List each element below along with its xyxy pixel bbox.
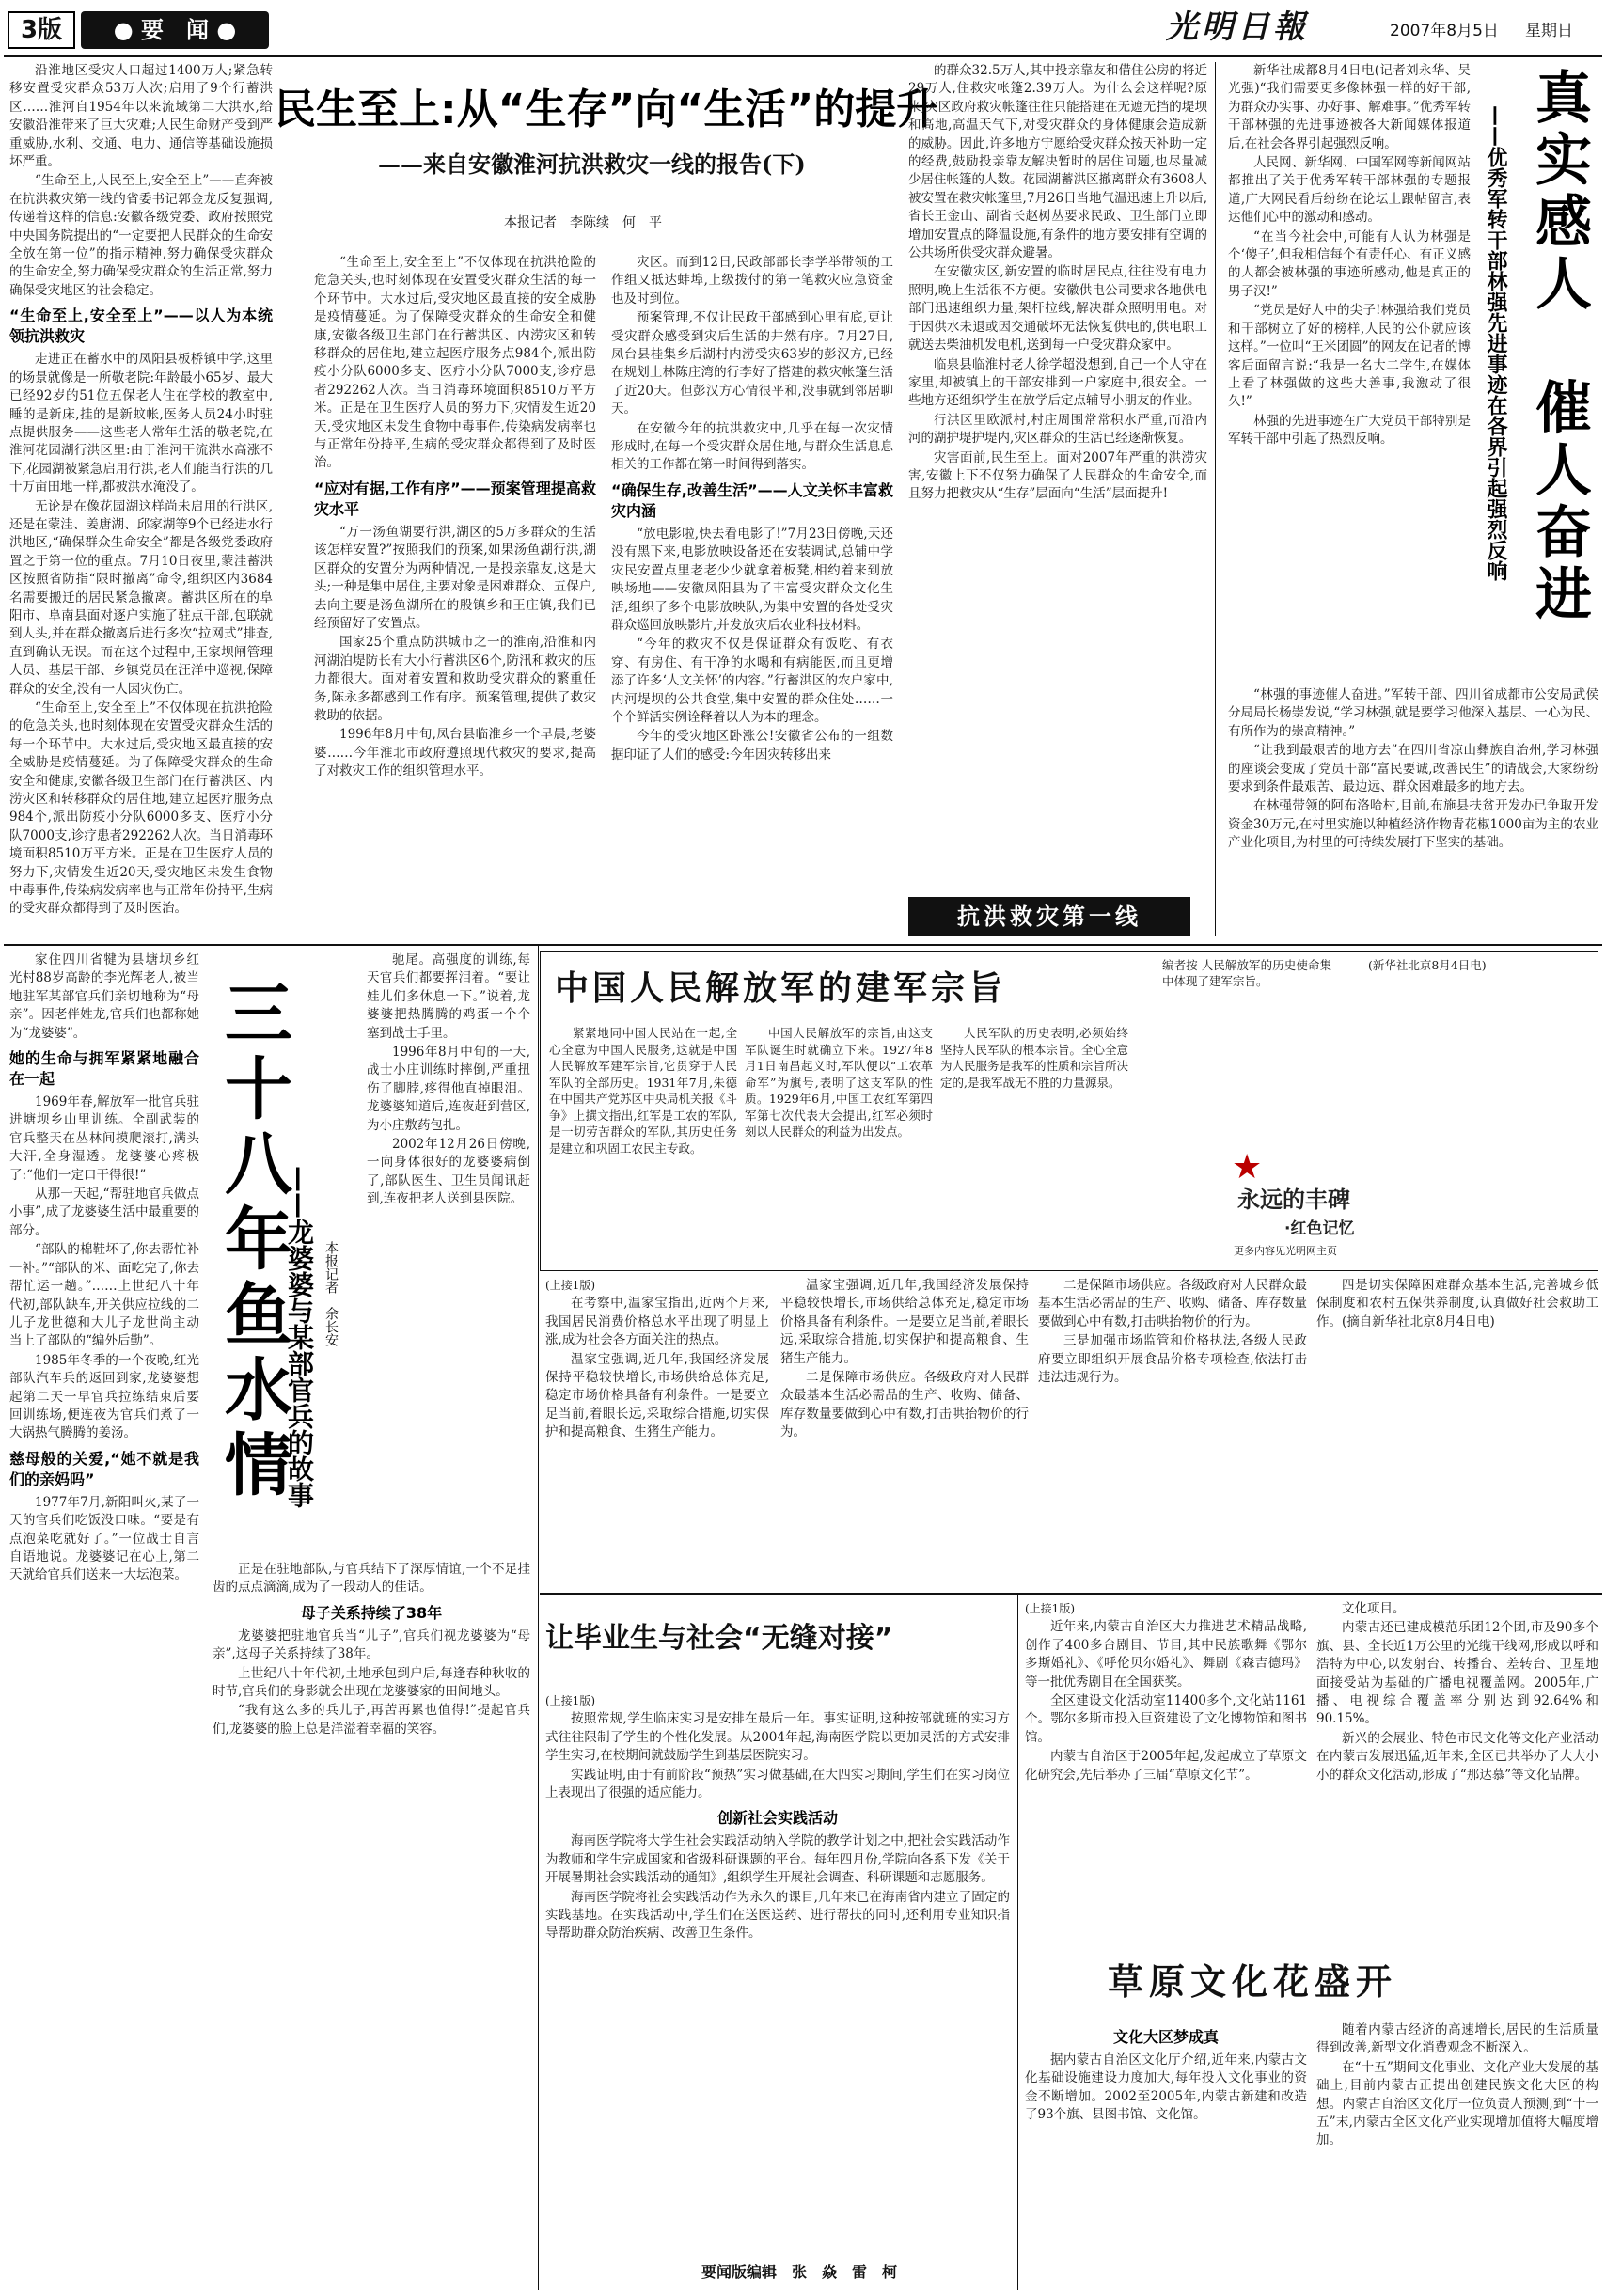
paragraph: “生命至上,人民至上,安全至上”——直奔被在抗洪救灾第一线的省委书记郭金龙反复强调,传递着这样的信息:安徽各级党委、政府按照党中央国务院提出的“一定要把人民群众的生命安全放在第一位”的指示精神,努力确保受灾群众的生命安全,努力确保受灾群众的生活正常,努力确保受灾地区的社会稳定。 (9, 173, 273, 298)
mid-story-col2 (780, 1277, 1029, 1587)
continuation-label: (上接1版) (1025, 1602, 1075, 1615)
story38-col1 (9, 951, 199, 2287)
flood-relief-label: 抗洪救灾第一线 (908, 897, 1190, 936)
paragraph: 温家宝强调,近几年,我国经济发展保持平稳较快增长,市场供给总体充足,稳定市场价格具备有利条件。一是要立足当前,着眼长远,采取综合措施,切实保护和提高粮食、生猪生产能力。 (780, 1278, 1029, 1366)
grad-story-title: 让毕业生与社会“无缝对接” (545, 1622, 893, 1655)
subheading: 文化大区梦成真 (1112, 2028, 1219, 2046)
paragraph: 实践证明,由于有前阶段“预热”实习做基础,在大四实习期间,学生们在实习岗位上表现出了很强的适应能力。 (545, 1767, 1010, 1801)
paragraph: 在林强带领的阿布洛哈村,目前,布施县扶贫开发办已争取开发资金30万元,在村里实施以种植经济作物青花椒1000亩为主的农业产业化项目,为村里的可持续发展打下坚实的基础。 (1228, 798, 1598, 851)
paragraph: 灾害面前,民生至上。面对2007年严重的洪涝灾害,安徽上下不仅努力确保了人民群众的生命安全,而且努力把救灾从“生存”层面向“生活”层面提升! (908, 449, 1207, 502)
top-story-col1a (9, 62, 273, 1002)
paragraph: “林强的事迹催人奋进。”军转干部、四川省成都市公安局武侯分局局长杨崇发说,“学习林强,就是要学习他深入基层、一心为民、有所作为的崇高精神。” (1228, 687, 1598, 739)
section-title: 要 闻 (141, 17, 209, 43)
paragraph: 灾区。而到12日,民政部部长李学举带领的工作组又抵达蚌埠,上级拨付的第一笔救灾应急资金也及时到位。 (611, 255, 893, 307)
paragraph: 温家宝强调,近几年,我国经济发展保持平稳较快增长,市场供给总体充足,稳定市场价格具备有利条件。一是要立足当前,着眼长远,采取综合措施,切实保护和提高粮食、生猪生产能力。 (545, 1351, 769, 1440)
issue-date: 2007年8月5日 (1390, 22, 1499, 40)
paragraph: 新华社成都8月4日电(记者刘永华、吴光强)“我们需要更多像林强一样的好干部,为群众办实事、办好事、解难事。”优秀军转干部林强的先进事迹被各大新闻媒体报道后,在社会各界引起强烈反响。 (1228, 63, 1471, 151)
paragraph: 1996年8月中旬的一天,战士小庄训练时摔倒,严重扭伤了脚脖,疼得他直掉眼泪。龙婆婆知道后,连夜赶到营区,为小庄敷药包扎。 (367, 1045, 530, 1133)
subheading: “确保生存,改善生活”——人文关怀丰富救灾内涵 (611, 480, 893, 520)
subheading: “应对有据,工作有序”——预案管理提高救灾水平 (314, 479, 596, 518)
paragraph: “今年的救灾不仅是保证群众有饭吃、有衣穿、有房住、有干净的水喝和有病能医,而且更增添了许多‘人文关怀’的内容。”行蓄洪区的农户家中,内河堤坝的公共食堂,集中安置的群众住处……一个个鲜活实例诠释着以人为本的理念。 (611, 637, 893, 725)
paragraph: 在安徽今年的抗洪救灾中,几乎在每一次灾情形成时,在每一个受灾群众居住地,与群众生活息息相关的工作都在第一时间得到落实。 (611, 420, 893, 473)
paragraph: 无论是在像花园湖这样尚未启用的行洪区,还是在蒙洼、姜唐湖、邱家湖等9个已经进水行洪地区,“确保群众生命安全”都是各级党委政府置之于第一位的重点。7月10日夜里,蒙洼蓄洪区按照省防指“限时撤离”命令,组织区内3684名需要搬迁的居民紧急撤离。蓄洪区所在的阜阳市、阜南县面对逐户实施了驻点干部,包联就到人头,并在群众撤离后进行多次“拉网式”排查,直到确认无误。而在这个过程中,王家坝闸管理人员、基层干部、乡镇党员在汪洋中巡视,保障群众的安全,没有一人因灾伤亡。 (9, 498, 273, 697)
paragraph: 从那一天起,“帮驻地官兵做点小事”,成了龙婆婆生活中最重要的部分。 (9, 1187, 199, 1238)
paragraph: 人民军队的历史表明,必须始终坚持人民军队的根本宗旨。全心全意为人民服务是我军的性质和宗旨所决定的,是我军战无不胜的力量源泉。 (940, 1026, 1128, 1090)
paragraph: 海南医学院将社会实践活动作为永久的课目,几年来已在海南省内建立了固定的实践基地。在实践活动中,学生们在送医送药、进行帮扶的同时,还利用专业知识指导帮助群众防治疾病、改善卫生条件。 (545, 1889, 1010, 1942)
grass-story-col1 (1025, 1600, 1307, 1976)
column-rule (538, 946, 539, 2290)
badge-title: 永远的丰碑 (1237, 1187, 1350, 1213)
paragraph: 上世纪八十年代初,土地承包到户后,每逢春种秋收的时节,官兵们的身影就会出现在龙婆婆家的田间地头。 (213, 1665, 530, 1700)
paragraph: 随着内蒙古经济的高速增长,居民的生活质量得到改善,新型文化消费观念不断深入。 (1316, 2022, 1598, 2056)
paragraph: “万一汤鱼湖要行洪,湖区的5万多群众的生活该怎样安置?”按照我们的预案,如果汤鱼湖行洪,湖区群众的安置分为两种情况,一是投亲靠友,这是大头;一种是集中居住,主要对象是困难群众、五保户,去向主要是汤鱼湖所在的殷镇乡和王庄镇,我们已经预留好了安置点。 (314, 524, 596, 631)
paragraph: “我有这么多的兵儿子,再苦再累也值得!”提起官兵们,龙婆婆的脸上总是洋溢着幸福的笑容。 (213, 1703, 530, 1737)
pla-story-col1 (549, 1025, 737, 1260)
paragraph: 新兴的会展业、特色市民文化等文化产业活动在内蒙古发展迅猛,近年来,全区已共举办了大大小小的群众文化活动,形成了“那达慕”等文化品牌。 (1316, 1730, 1598, 1783)
paragraph: 预案管理,不仅让民政干部感到心里有底,更让受灾群众感受到灾后生活的井然有序。7月27日,凤台县桂集乡后湖村内涝受灾63岁的彭汉方,已经在规划上林陈庄湾的行李好了搭建的救灾帐篷生活了近20天。但彭汉方心情很平和,没事就到邻居聊天。 (611, 310, 893, 417)
masthead: 光明日報 (1166, 8, 1309, 46)
paragraph: 按照常规,学生临床实习是安排在最后一年。事实证明,这种按部就班的实习方式往往限制了学生的个性化发展。从2004年起,海南医学院以更加灵活的方式安排学生实习,在校期间就鼓励学生到基层医院实习。 (545, 1711, 1010, 1764)
paragraph: 国家25个重点防洪城市之一的淮南,沿淮和内河湖泊堤防长有大小行蓄洪区6个,防汛和救灾的压力都很大。面对着安置和救助受灾群众的繁重任务,陈永多都感到工作有序。预案管理,提供了救灾救助的依据。 (314, 635, 596, 723)
paragraph: 2002年12月26日傍晚,一向身体很好的龙婆婆病倒了,部队医生、卫生员闻讯赶到,连夜把老人送到县医院。 (367, 1137, 530, 1207)
right-story-title: 真实感人 催人奋进 (1526, 68, 1592, 626)
paragraph: 龙婆婆把驻地官兵当“儿子”,官兵们视龙婆婆为“母亲”,这母子关系持续了38年。 (213, 1628, 530, 1662)
pla-story-col3 (940, 1025, 1128, 1260)
paragraph: 四是切实保障困难群众基本生活,完善城乡低保制度和农村五保供养制度,认真做好社会救助工作。(摘自新华社北京8月4日电) (1316, 1278, 1598, 1329)
grad-story-col1 (545, 1692, 1010, 2219)
top-story-subtitle: ——来自安徽淮河抗洪救灾一线的报告(下) (378, 150, 806, 178)
section-label (81, 11, 269, 49)
pla-story-col2 (745, 1025, 933, 1260)
pla-story-intro: 编者按 人民解放军的历史使命集中体现了建军宗旨。 (1162, 958, 1331, 988)
paragraph: 沿淮地区受灾人口超过1400万人;紧急转移安置受灾群众53万人次;启用了9个行蓄洪区……淮河自1954年以来流域第二大洪水,给安徽沿淮带来了巨大灾难;人民生命财产受到严重威胁,水利、交通、电力、通信等基础设施损坏严重。 (9, 63, 273, 170)
top-story-title: 民生至上:从“生存”向“生活”的提升 (275, 86, 938, 134)
mid-story-col3 (1038, 1277, 1307, 1587)
story38-col2 (367, 951, 530, 1534)
paragraph: 内蒙古自治区于2005年起,发起成立了草原文化研究会,先后举办了三届“草原文化节”。 (1025, 1749, 1307, 1783)
story38-byline: 本报记者 余长安 (323, 1241, 339, 1346)
grass-story-col4 (1316, 2021, 1598, 2287)
paragraph: 家住四川省犍为县塘坝乡红光村88岁高龄的李光辉老人,被当地驻军某部官兵们亲切地称为“母亲”。因老伴姓龙,官兵们也都称她为“龙婆婆”。 (9, 952, 199, 1041)
page-number: 3版 (8, 11, 75, 49)
paragraph: 林强的先进事迹在广大党员干部特别是军转干部中引起了热烈反响。 (1228, 413, 1471, 448)
section-rule (4, 944, 1602, 946)
top-story-col3 (908, 62, 1207, 889)
paragraph: 在考察中,温家宝指出,近两个月来,我国居民消费价格总水平出现了明显上涨,成为社会各方面关注的热点。 (545, 1296, 769, 1348)
badge-note: 更多内容见光明网主页 (1234, 1245, 1337, 1257)
paragraph: “让我到最艰苦的地方去”在四川省凉山彝族自治州,学习林强的座谈会变成了党员干部“富民要诚,改善民生”的请战会,大家纷纷要求到条件最艰苦、最边远、群众困难最多的地方去。 (1228, 743, 1598, 795)
right-story-col-b (1228, 686, 1598, 940)
grass-story-title: 草原文化花盛开 (1108, 1961, 1398, 2003)
story38-title: 三十八年鱼水情 (213, 978, 292, 1504)
badge-subtitle: ·红色记忆 (1284, 1219, 1355, 1238)
page-header (0, 0, 1606, 55)
paragraph: 走进正在蓄水中的凤阳县板桥镇中学,这里的场景就像是一所敬老院:年龄最小65岁、最大已经92岁的51位五保老人住在学校的教室中,睡的是新床,挂的是新蚊帐,医务人员24小时驻点提供服务——这些老人常年生活的敬老院,在淮河花园湖行洪区里:由于淮河干流洪水高涨不下,花园湖被紧急启用行洪,老人们能当行洪的几十万亩田地一样,都被洪水淹没了。 (9, 352, 273, 495)
top-story-byline: 本报记者 李陈续 何 平 (504, 215, 662, 230)
top-story-col1b (314, 254, 596, 950)
section-dot-left-icon: ● (113, 17, 134, 43)
right-story-col-a (1228, 62, 1471, 683)
paragraph: 1996年8月中旬,凤台县临淮乡一个早晨,老婆婆……今年淮北市政府遵照现代救灾的要求,提高了对救灾工作的组织管理水平。 (314, 727, 596, 779)
paragraph: 人民网、新华网、中国军网等新闻网站都推出了关于优秀军转干部林强的专题报道,广大网民看后纷纷在论坛上跟帖留言,表达他们心中的激动和感动。 (1228, 155, 1471, 226)
pla-story-col4 (1345, 957, 1593, 1258)
paragraph: 据内蒙古自治区文化厅介绍,近年来,内蒙古文化基础设施建设力度加大,每年投入文化事业的资金不断增加。2002至2005年,内蒙古新建和改造了93个旗、县图书馆、文化馆。 (1025, 2052, 1307, 2123)
paragraph: 的群众32.5万人,其中投亲靠友和借住公房的将近29万人,住救灾帐篷2.39万人。为什么会这样呢?原来,灾区政府救灾帐篷往往只能搭建在无遮无挡的堤坝和高地,高温天气下,对受灾群众的身体健康会造成新的威胁。因此,许多地方宁愿给受灾群众按天补助一定的经费,鼓励投亲靠友解决暂时的居住问题,也尽量减少居住帐篷的人数。花园湖蓄洪区撤离群众有3608人被安置在救灾帐篷里,7月26日当地气温迅速上升以后,省长王金山、副省长赵树丛要求民政、卫生部门立即增加安置点的降温设施,有条件的地方要安排有空调的公共场所供受灾群众避暑。 (908, 63, 1207, 261)
paragraph: 行洪区里欧派村,村庄周围常常积水严重,而沿内河的湖护堤护堤内,灾区群众的生活已经逐渐恢复。 (908, 412, 1207, 447)
pla-story-title: 中国人民解放军的建军宗旨 (555, 969, 1007, 1008)
section-rule (540, 1593, 1602, 1595)
paragraph: “放电影啦,快去看电影了!”7月23日傍晚,天还没有黑下来,电影放映设备还在安装调试,总铺中学灾民安置点里老老少少就拿着板凳,相约着来到放映场地——安徽凤阳县为了丰富受灾群众文化生活,组织了多个电影放映队,为集中安置的各处受灾群众巡回放映影片,并发放灾后农业科技材料。 (611, 526, 893, 633)
paragraph: “党员是好人中的尖子!林强给我们党员和干部树立了好的榜样,人民的公仆就应该这样。”一位叫“王米团圆”的网友在记者的博客后面留言说:“我是一名大二学生,在媒体上看了林强做的这些大善事,我激动了很久!” (1228, 303, 1471, 410)
issue-weekday: 星期日 (1525, 22, 1573, 40)
paragraph: 三是加强市场监管和价格执法,各级人民政府要立即组织开展食品价格专项检查,依法打击违法违规行为。 (1038, 1333, 1307, 1386)
star-icon: ★ (1232, 1148, 1263, 1187)
grass-story-col2 (1316, 1600, 1598, 1948)
paragraph: 内蒙古还已建成模范乐团12个团,市及90多个旗、县、全长近1万公里的光缆干线网,形成以呼和浩特为中心,以发射台、转播台、差转台、卫星地面接受站为基础的广播电视覆盖网。2005年,广播、电视综合覆盖率分别达到92.64%和90.15%。 (1316, 1620, 1598, 1727)
subheading: 母子关系持续了38年 (300, 1603, 443, 1622)
story38-col3 (213, 1561, 530, 2285)
paragraph: 在安徽灾区,新安置的临时居民点,往往没有电力照明,晚上生活很不方便。安徽供电公司要求各地供电部门迅速组织力量,架杆拉线,解决群众照明用电。对于因供水未退或因交通破坏无法恢复供电的,供电职工就送去柴油机发电机,送到每一户受灾群众家中。 (908, 264, 1207, 354)
story38-subtitle: ——龙婆婆与某部官兵的故事 (284, 1166, 315, 1508)
paragraph: 临泉县临淮村老人徐学超没想到,自己一个人守在家里,却被镇上的干部安排到一户家庭中,很安全。一些地方还组织学生在放学后定点辅导小朋友的作业。 (908, 356, 1207, 409)
paragraph: “在当今社会中,可能有人认为林强是个‘傻子’,但我相信每个有责任心、有正义感的人都会被林强的事迹所感动,他是真正的男子汉!” (1228, 228, 1471, 299)
paragraph: “生命至上,安全至上”不仅体现在抗洪抢险的危急关头,也时刻体现在安置受灾群众生活的每一个环节中。大水过后,受灾地区最直接的安全威胁是疫情蔓延。为了保障受灾群众的生命安全和健康,安徽各级卫生部门在行蓄洪区、内涝灾区和转移群众的居住地,建立起医疗服务点984个,派出防疫小分队6000多支、医疗小分队7000支,诊疗患者292262人次。当日消毒环境面积8510万平方米。正是在卫生医疗人员的努力下,灾情发生近20天,受灾地区未发生食物中毒事件,传染病发病率也与正常年份持平,生病的受灾群众都得到了及时医治。 (9, 700, 273, 917)
paragraph: 文化项目。 (1342, 1601, 1406, 1616)
paragraph: 二是保障市场供应。各级政府对人民群众最基本生活必需品的生产、收购、储备、库存数量要做到心中有数,打击哄抬物价的行为。 (1038, 1278, 1307, 1329)
paragraph: 今年的受灾地区卧涨公!安徽省公布的一组数据印证了人们的感受:今年因灾转移出来 (611, 729, 893, 763)
section-dot-right-icon: ● (216, 17, 237, 43)
mid-story-col4 (1316, 1277, 1598, 1587)
mid-story-col1 (545, 1277, 769, 1587)
page-editor: 要闻版编辑 张 焱 雷 柯 (701, 2263, 897, 2281)
grass-story-col3 (1025, 2021, 1307, 2287)
subheading: 慈母般的关爱,“她不就是我们的亲妈吗” (9, 1449, 199, 1488)
paragraph: “生命至上,安全至上”不仅体现在抗洪抢险的危急关头,也时刻体现在安置受灾群众生活的每一个环节中。大水过后,受灾地区最直接的安全威胁是疫情蔓延。为了保障受灾群众的生命安全和健康,安徽各级卫生部门在行蓄洪区、内涝灾区和转移群众的居住地,建立起医疗服务点984个,派出防疫小分队6000多支、医疗小分队7000支,诊疗患者292262人次。当日消毒环境面积8510万平方米。正是在卫生医疗人员的努力下,灾情发生近20天,受灾地区未发生食物中毒事件,传染病发病率也与正常年份持平,生病的受灾群众都得到了及时医治。 (314, 255, 596, 471)
paragraph: “部队的棉鞋坏了,你去帮忙补一补。”“部队的米、面吃完了,你去帮忙运一趟。”……上世纪八十年代初,部队缺车,开关供应拉线的二儿子龙世德和大儿子龙世尚主动当上了部队的“编外后勤”。 (9, 1242, 199, 1349)
paragraph: 1985年冬季的一个夜晚,红光部队汽车兵的返回到家,龙婆婆想起第二天一早官兵拉练结束后要回训练场,便连夜为官兵们煮了一大锅热气腾腾的姜汤。 (9, 1352, 199, 1441)
paragraph: 正是在驻地部队,与官兵结下了深厚情谊,一个不足挂齿的点点滴滴,成为了一段动人的佳话。 (213, 1562, 530, 1596)
subheading: 创新社会实践活动 (716, 1809, 838, 1828)
paragraph: 驰尾。高强度的训练,每天官兵们都要挥泪着。“要让娃儿们多休息一下。”说着,龙婆婆把热腾腾的鸡蛋一个个塞到战士手里。 (367, 952, 530, 1041)
paragraph: 1969年春,解放军一批官兵驻进塘坝乡山里训练。全副武装的官兵整天在丛林间摸爬滚打,满头大汗,全身湿透。龙婆婆心疼极了:“他们一定口干得很!” (9, 1094, 199, 1183)
subheading: “生命至上,安全至上”——以人为本统领抗洪救灾 (9, 307, 273, 346)
paragraph: 中国人民解放军的宗旨,由这支军队诞生时就确立下来。1927年8月1日南昌起义时,军队便以“工农革命军”为旗号,表明了这支军队的性质。1929年6月,中国工农红军第四军第七次代表大会提出,红军必须时刻以人民群众的利益为出发点。 (745, 1026, 933, 1139)
paragraph: 紧紧地同中国人民站在一起,全心全意为中国人民服务,这就是中国人民解放军建军宗旨,它贯穿于人民军队的全部历史。1931年7月,朱德在中国共产党苏区中央局机关报《斗争》上撰文指出,红军是工农的军队,是一切劳苦群众的军队,其历史任务是建立和巩固工农民主专政。 (549, 1026, 737, 1156)
continuation-label: (上接1版) (545, 1279, 595, 1292)
continuation-label: (上接1版) (545, 1694, 595, 1707)
right-story-subtitle: ——优秀军转干部林强先进事迹在各界引起强烈反响 (1484, 105, 1507, 581)
subheading: 她的生命与拥军紧紧地融合在一起 (9, 1049, 199, 1089)
column-rule (1017, 1595, 1018, 2290)
paragraph: 在“十五”期间文化事业、文化产业大发展的基础上,目前内蒙古正提出创建民族文化大区的构想。内蒙古自治区文化厅一位负责人预测,到“十一五”末,内蒙古全区文化产业实现增加值将大幅度增加。 (1316, 2059, 1598, 2148)
paragraph: 海南医学院将大学生社会实践活动纳入学院的教学计划之中,把社会实践活动作为教师和学生完成国家和省级科研课题的平台。每年四月份,学院向各系下发《关于开展暑期社会实践活动的通知》,组织学生开展社会调查、科研课题和志愿服务。 (545, 1833, 1010, 1886)
column-rule (1215, 62, 1216, 936)
paragraph: (新华社北京8月4日电) (1368, 958, 1487, 972)
header-rule (4, 55, 1602, 57)
paragraph: 全区建设文化活动室11400多个,文化站1161个。鄂尔多斯市投入巨资建设了文化博物馆和图书馆。 (1025, 1693, 1307, 1745)
paragraph: 1977年7月,新阳叫火,某了一天的官兵们吃饭没口味。“要是有点泡菜吃就好了。”一位战士自言自语地说。龙婆婆记在心上,第二天就给官兵们送来一大坛泡菜。 (9, 1494, 199, 1583)
top-story-col2 (611, 254, 893, 950)
paragraph: 二是保障市场供应。各级政府对人民群众最基本生活必需品的生产、收购、储备、库存数量要做到心中有数,打击哄抬物价的行为。 (780, 1370, 1029, 1440)
paragraph: 近年来,内蒙古自治区大力推进艺术精品战略,创作了400多台剧目、节目,其中民族歌舞《鄂尔多斯婚礼》、《呼伦贝尔婚礼》、舞剧《森吉德玛》等一批优秀剧目在全国获奖。 (1025, 1619, 1307, 1690)
